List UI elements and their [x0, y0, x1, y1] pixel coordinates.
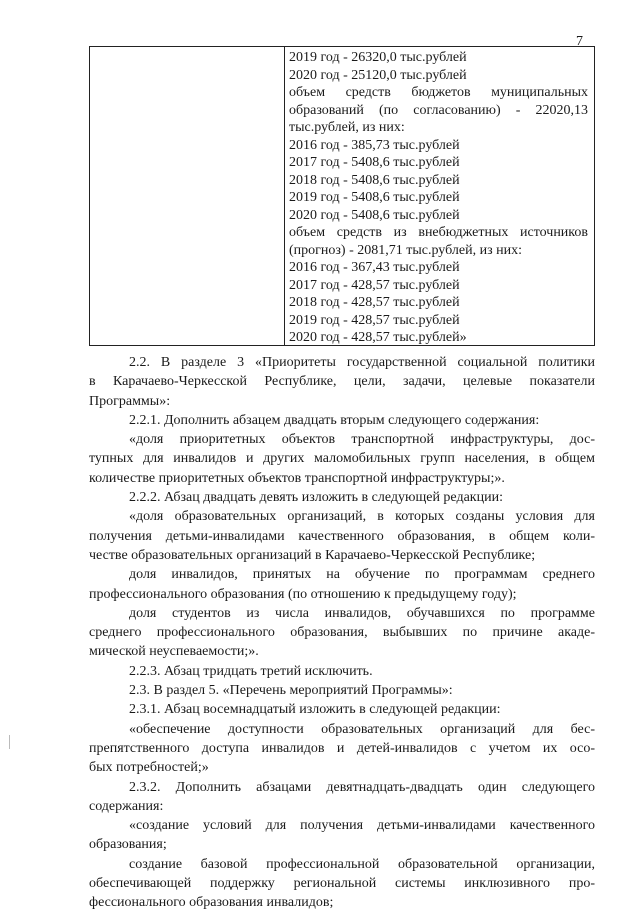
scan-margin-mark — [9, 735, 10, 749]
paragraph-line: 2.3. В раздел 5. «Перечень мероприятий Программы»: — [129, 683, 453, 699]
paragraph-line: обеспечивающей поддержку региональной системы инклюзивного про- — [89, 876, 595, 892]
paragraph-line: 2.3.1. Абзац восемнадцатый изложить в следующей редакции: — [129, 702, 501, 718]
paragraph-line: препятственного доступа инвалидов и детей-инвалидов с учетом их осо- — [89, 740, 595, 756]
table-right-cell — [289, 49, 588, 347]
paragraph-line: мической неуспеваемости;». — [89, 644, 259, 660]
funding-line: 2017 год - 428,57 тыс.рублей — [289, 277, 460, 293]
paragraph-line: Программы»: — [89, 393, 171, 409]
funding-line: 2016 год - 367,43 тыс.рублей — [289, 260, 460, 275]
funding-line: 2020 год - 428,57 тыс.рублей» — [289, 330, 467, 345]
funding-line: 2019 год - 5408,6 тыс.рублей — [289, 190, 460, 205]
paragraph-line: среднего профессионального образования, выбывших по причине акаде- — [89, 625, 595, 641]
funding-line: образований (по согласованию) - 22020,13 — [289, 102, 588, 118]
funding-line: 2018 год - 5408,6 тыс.рублей — [289, 172, 460, 188]
funding-line: 2020 год - 5408,6 тыс.рублей — [289, 207, 460, 223]
funding-line: тыс.рублей, из них: — [289, 120, 405, 135]
funding-line: объем средств бюджетов муниципальных — [289, 85, 588, 100]
paragraph-line: «обеспечение доступности образовательных организаций для бес- — [129, 721, 595, 737]
paragraph-line: количестве приоритетных объектов транспортной инфраструктуры;». — [89, 470, 505, 486]
paragraph-line: доля студентов из числа инвалидов, обучавшихся по программе — [129, 605, 595, 621]
paragraph-line: 2.2.3. Абзац тридцать третий исключить. — [129, 663, 373, 679]
paragraph-line: 2.2. В разделе 3 «Приоритеты государственной социальной политики — [129, 355, 595, 370]
paragraph-line: 2.3.2. Дополнить абзацами девятнадцать-двадцать один следующего — [129, 779, 595, 795]
paragraph-line: 2.2.1. Дополнить абзацем двадцать вторым следующего содержания: — [129, 412, 540, 428]
paragraph-line: содержания: — [89, 798, 164, 814]
paragraph-line: создание базовой профессиональной образовательной организации, — [129, 856, 595, 872]
paragraph-line: доля инвалидов, принятых на обучение по программам среднего — [129, 567, 595, 583]
funding-line: 2016 год - 385,73 тыс.рублей — [289, 137, 460, 153]
paragraph-line: в Карачаево-Черкесской Республике, цели, задачи, целевые показатели — [89, 374, 595, 390]
paragraph-line: получения детьми-инвалидами качественного образования, в общем коли- — [89, 528, 595, 544]
funding-line: 2020 год - 25120,0 тыс.рублей — [289, 67, 467, 83]
funding-line: 2017 год - 5408,6 тыс.рублей — [289, 155, 460, 170]
funding-line: (прогноз) - 2081,71 тыс.рублей, из них: — [289, 242, 522, 258]
document-body — [89, 353, 595, 913]
paragraph-line: «доля приоритетных объектов транспортной инфраструктуры, дос- — [129, 432, 595, 448]
paragraph-line: профессионального образования (по отношению к предыдущему году); — [89, 586, 517, 602]
table-column-divider — [284, 47, 285, 345]
paragraph-line: образования; — [89, 837, 167, 853]
funding-table — [89, 46, 595, 346]
funding-line: объем средств из внебюджетных источников — [289, 225, 588, 240]
funding-line: 2019 год - 428,57 тыс.рублей — [289, 312, 460, 328]
funding-line: 2018 год - 428,57 тыс.рублей — [289, 295, 460, 310]
paragraph-line: тупных для инвалидов и других маломобильных групп населения, в общем — [89, 451, 595, 467]
paragraph-line: честве образовательных организаций в Карачаево-Черкесской Республике; — [89, 547, 536, 563]
page-number: 7 — [576, 34, 583, 49]
paragraph-line: фессионального образования инвалидов; — [89, 895, 334, 911]
paragraph-line: «доля образовательных организаций, в которых созданы условия для — [129, 509, 595, 525]
paragraph-line: «создание условий для получения детьми-инвалидами качественного — [129, 818, 595, 834]
paragraph-line: бых потребностей;» — [89, 760, 209, 776]
funding-line: 2019 год - 26320,0 тыс.рублей — [289, 50, 467, 65]
paragraph-line: 2.2.2. Абзац двадцать девять изложить в следующей редакции: — [129, 490, 503, 506]
